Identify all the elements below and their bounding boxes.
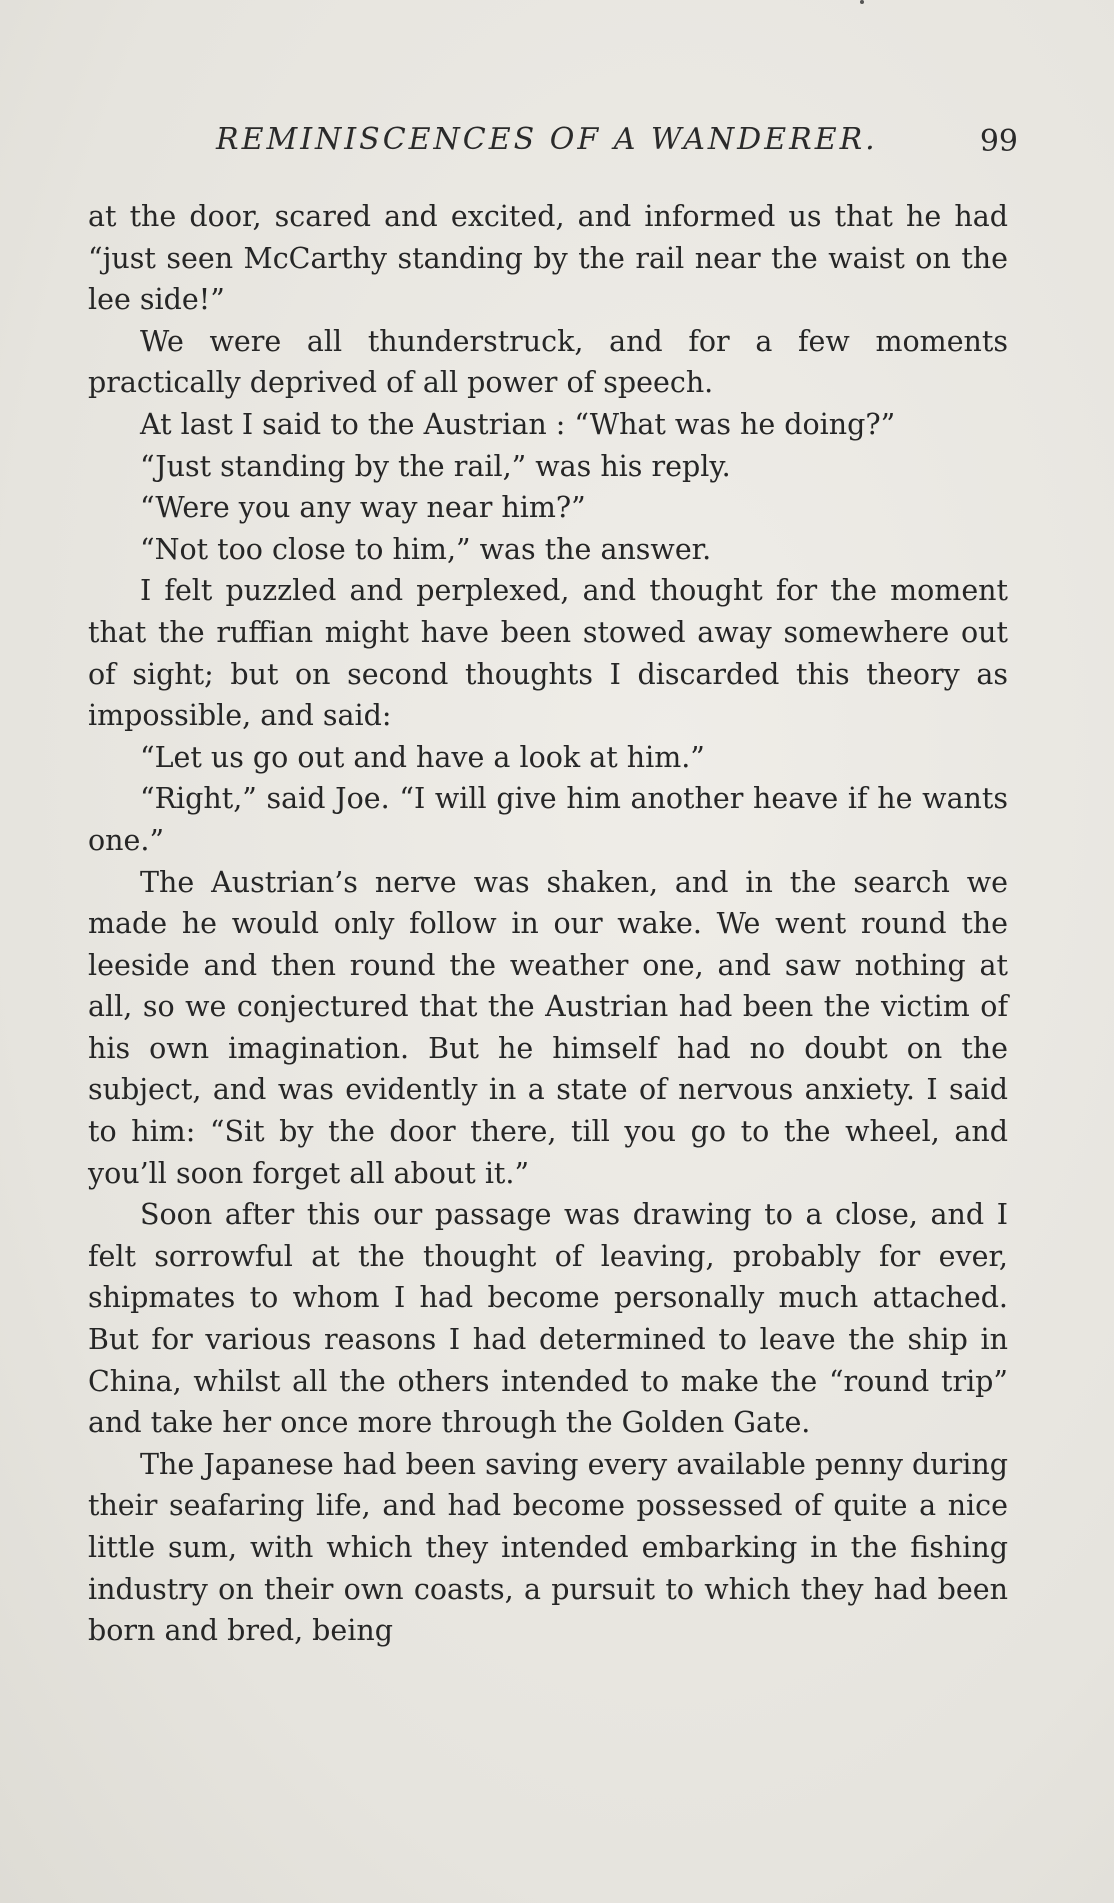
paragraph: I felt puzzled and perplexed, and thought for the moment that the ruffian might have been stowed away somewhere out of sight; but on second thoughts I discarded this theory as impossible, and said: <box>88 574 1008 733</box>
body-text <box>88 196 1008 1652</box>
paragraph: at the door, scared and excited, and informed us that he had “just seen McCarthy standing by the rail near the waist on the lee side!” <box>88 200 1008 317</box>
page-header <box>88 122 1018 170</box>
paragraph: Soon after this our passage was drawing to a close, and I felt sorrowful at the thought of leaving, probably for ever, shipmates to whom I had become personally much attached. But for various reasons I had determined to leave the ship in China, whilst all the others intended to make the “round trip” and take her once more through the Golden Gate. <box>88 1198 1008 1440</box>
running-title: REMINISCENCES OF A WANDERER. <box>216 122 878 157</box>
paragraph: “Right,” said Joe. “I will give him another heave if he wants one.” <box>88 782 1008 857</box>
paragraph: At last I said to the Austrian : “What was he doing?” <box>140 407 896 441</box>
ink-speck <box>860 0 864 4</box>
page-number: 99 <box>979 124 1018 159</box>
paragraph: “Let us go out and have a look at him.” <box>140 740 705 774</box>
paragraph: “Just standing by the rail,” was his reply. <box>140 449 731 483</box>
paragraph: We were all thunderstruck, and for a few moments practically deprived of all power of speech. <box>88 324 1008 400</box>
paragraph: The Japanese had been saving every available penny during their seafaring life, and had become possessed of quite a nice little sum, with which they intended embarking in the fishing industry on their own coasts, a pursuit to which they had been born and bred, being <box>88 1447 1008 1648</box>
paragraph: “Not too close to him,” was the answer. <box>140 532 712 566</box>
paragraph: The Austrian’s nerve was shaken, and in the search we made he would only follow in our wake. We went round the leeside and then round the weather one, and saw nothing at all, so we conjectured that the Austrian had been the victim of his own imagination. But he himself had no doubt on the subject, and was evidently in a state of nervous anxiety. I said to him: “Sit by the door there, till you go to the wheel, and you’ll soon forget all about it.” <box>88 865 1008 1190</box>
paragraph: “Were you any way near him?” <box>140 491 586 525</box>
